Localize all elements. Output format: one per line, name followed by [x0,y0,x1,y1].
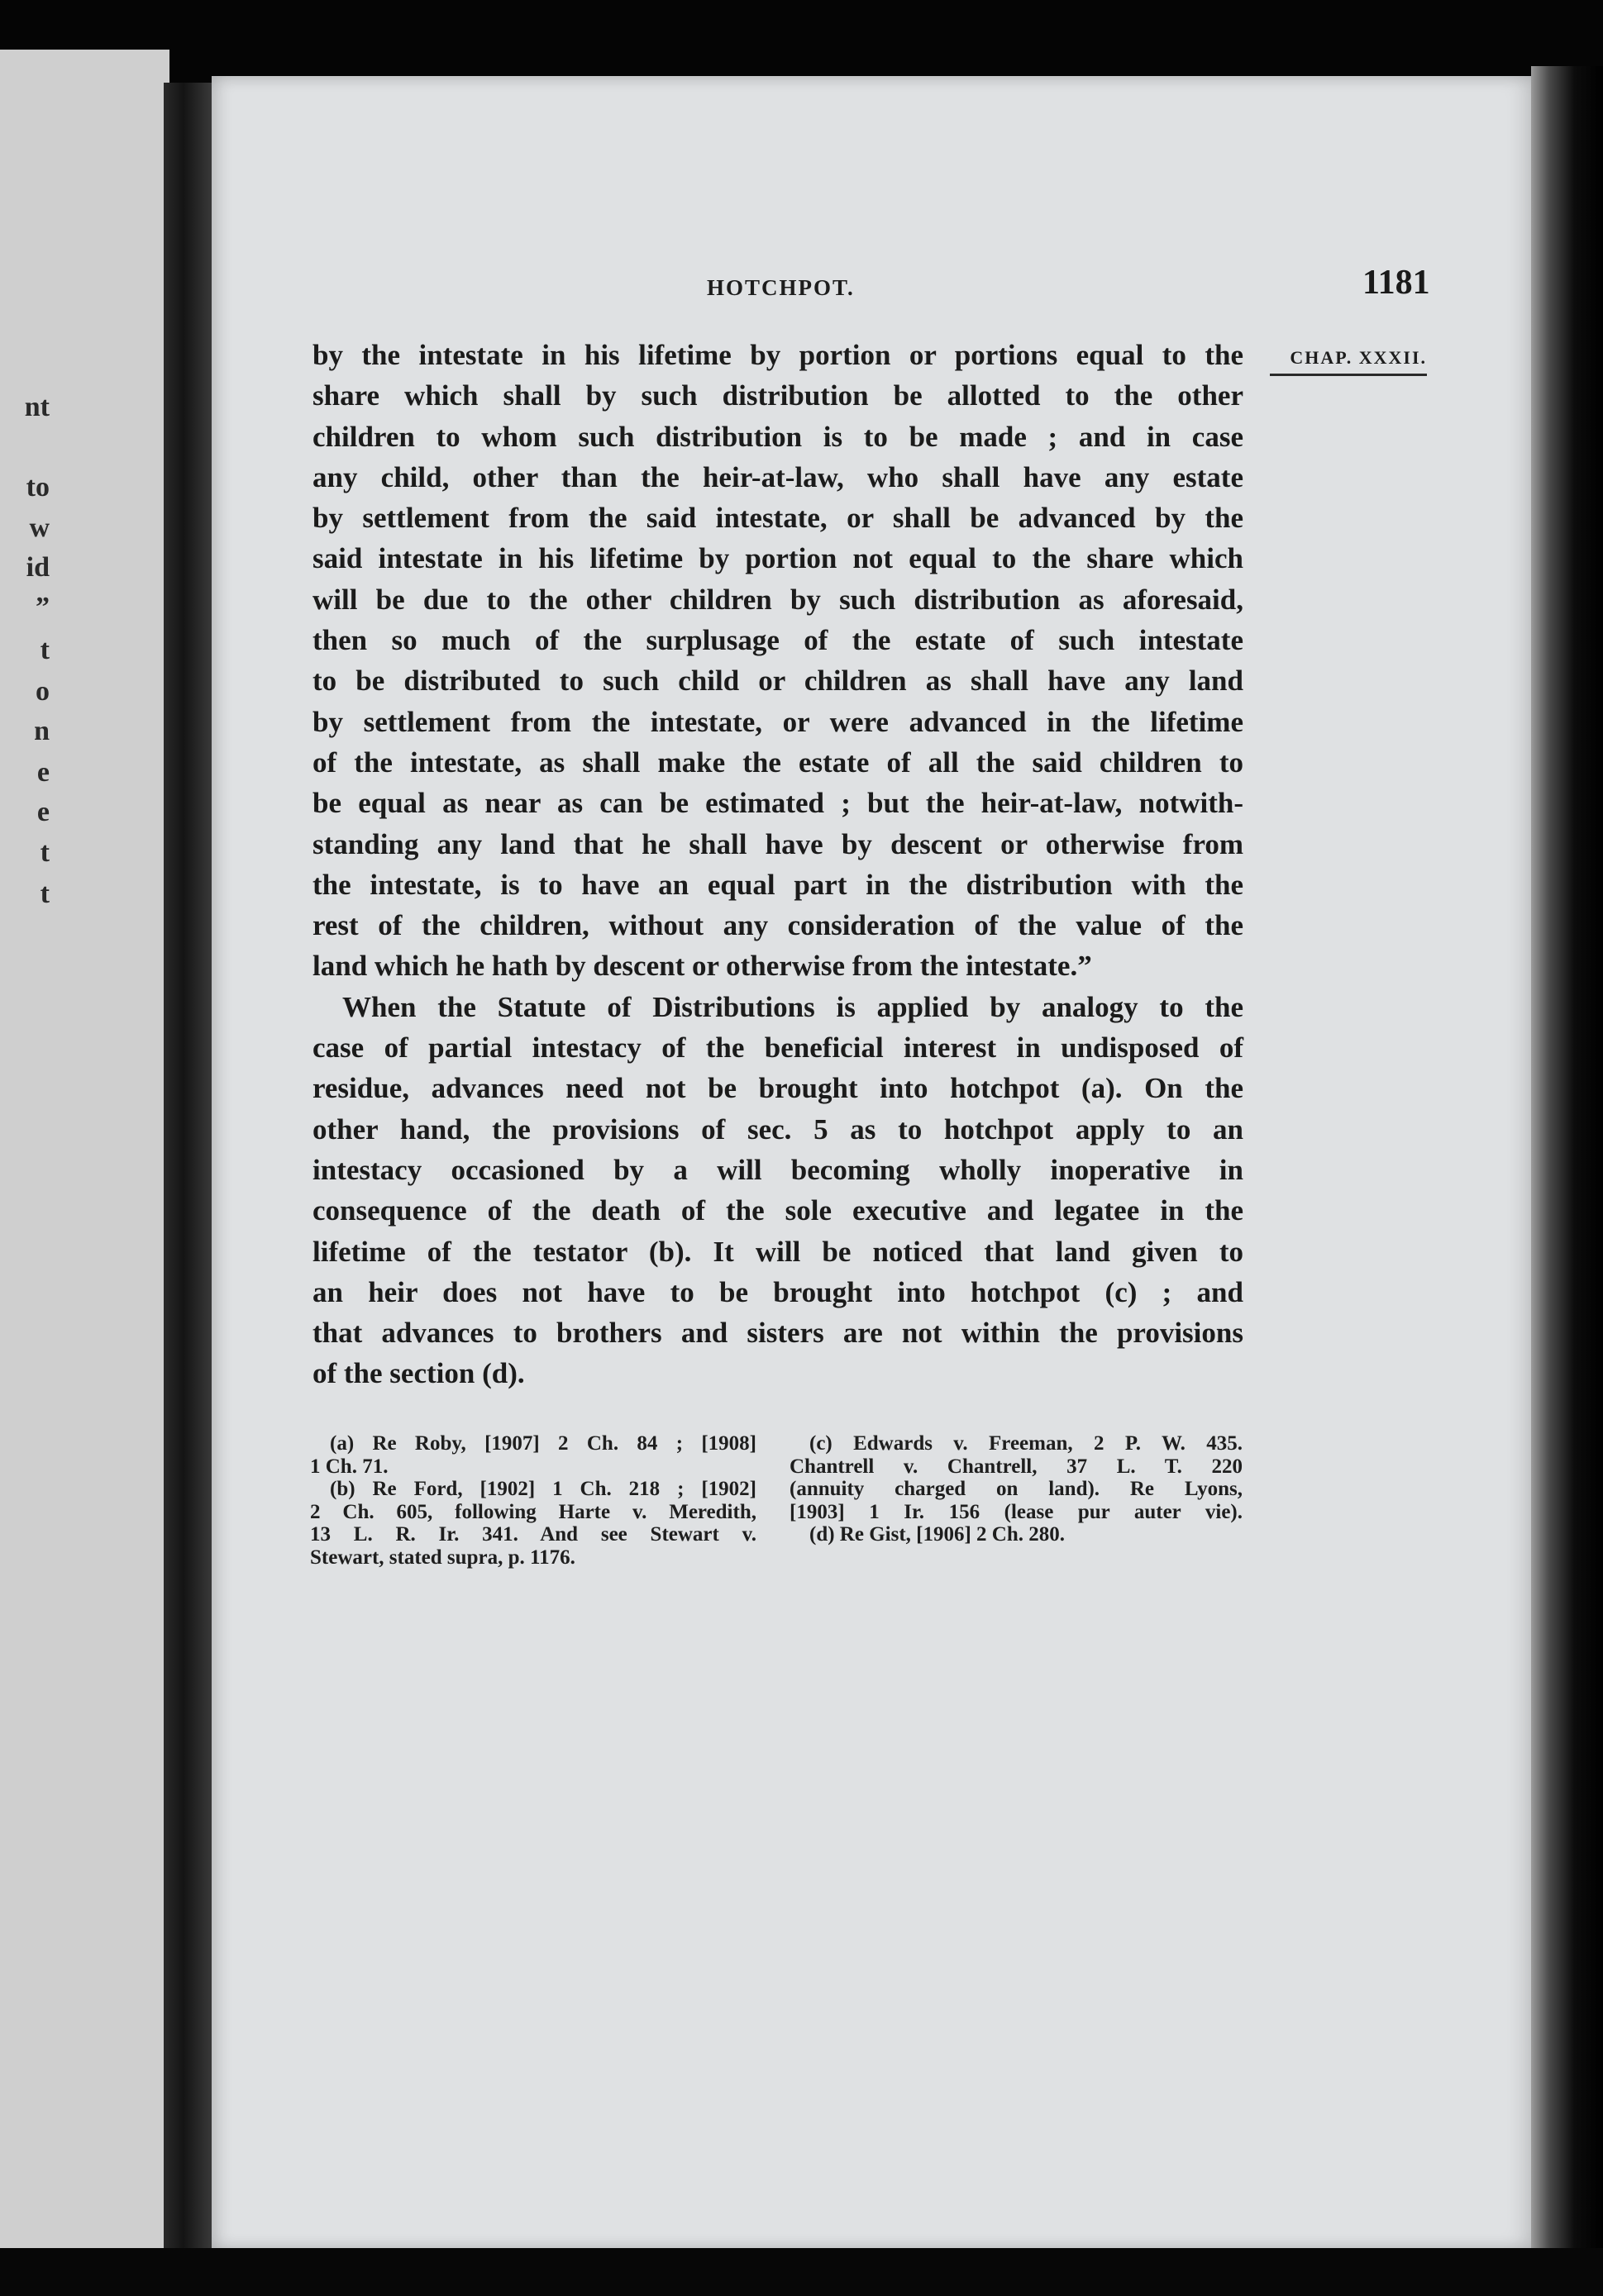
footnote [790,1432,1243,1523]
left-fragment: id [26,552,50,583]
text-line: said intestate in his lifetime by portion not equal to the share which [312,542,1243,575]
left-fragment: t [40,635,50,665]
footnotes-right-column [790,1432,1243,1546]
scan-right-edge [1531,66,1603,2256]
left-fragment: o [36,676,50,707]
text-line: rest of the children, without any consideration of the value of the [312,909,1243,942]
book-gutter [164,83,213,2248]
text-line: standing any land that he shall have by descent or otherwise from [312,827,1243,860]
text-line: then so much of the surplusage of the estate of such intestate [312,624,1243,657]
running-head: HOTCHPOT. [707,275,855,300]
text-line: the intestate, is to have an equal part in the distribution with the [312,868,1243,901]
text-line: of the intestate, as shall make the estate of all the said children to [312,745,1243,779]
footnote-line: (a) Re Roby, [1907] 2 Ch. 84 ; [1908] [330,1432,756,1455]
text-line: to be distributed to such child or children as shall have any land [312,665,1243,698]
left-fragment: w [29,512,50,543]
left-fragment: nt [24,392,50,422]
text-line: share which shall by such distribution be allotted to the other [312,379,1243,412]
footnote-line: 13 L. R. Ir. 341. And see Stewart v. [310,1523,756,1546]
chapter-marginal-label: CHAP. XXXII. [1270,347,1427,376]
text-line: other hand, the provisions of sec. 5 as to hotchpot apply to an [312,1112,1243,1146]
text-line: an heir does not have to be brought into hotchpot (c) ; and [312,1275,1243,1308]
left-fragment: t [40,837,50,868]
footnote-line: 2 Ch. 605, following Harte v. Meredith, [310,1500,756,1523]
text-line: by settlement from the intestate, or were advanced in the lifetime [312,705,1243,738]
text-line: of the section (d). [312,1357,525,1390]
left-fragment: ” [36,592,50,622]
scan-top-border [0,0,1603,87]
text-line: by the intestate in his lifetime by portion or portions equal to the [312,339,1243,371]
footnote [310,1432,756,1478]
page-number: 1181 [1362,264,1430,302]
footnote-line: (c) Edwards v. Freeman, 2 P. W. 435. [809,1432,1243,1455]
text-line: land which he hath by descent or otherwise from the intestate.” [312,950,1092,983]
footnote-line: (annuity charged on land). Re Lyons, [790,1478,1243,1500]
left-fragment: n [34,716,50,746]
previous-page-edge [0,50,169,2256]
left-fragment: e [36,797,50,827]
scan-bottom-border [0,2248,1603,2296]
left-fragment: t [40,879,50,909]
text-line: intestacy occasioned by a will becoming wholly inoperative in [312,1153,1243,1186]
footnote-line: Stewart, stated supra, p. 1176. [310,1546,575,1569]
text-line: case of partial intestacy of the beneficial interest in undisposed of [312,1031,1243,1065]
text-line: When the Statute of Distributions is applied by analogy to the [342,990,1243,1023]
left-fragment: to [26,472,50,503]
main-text [312,335,1243,1394]
footnote-line: 1 Ch. 71. [310,1455,389,1478]
text-line: be equal as near as can be estimated ; but the heir-at-law, notwith- [312,787,1243,820]
footnote-line: (d) Re Gist, [1906] 2 Ch. 280. [809,1523,1066,1546]
text-line: consequence of the death of the sole executive and legatee in the [312,1194,1243,1227]
footnote [790,1523,1243,1546]
footnote-line: [1903] 1 Ir. 156 (lease pur auter vie). [790,1500,1243,1523]
footnotes-left-column [310,1432,756,1569]
text-line: any child, other than the heir-at-law, who shall have any estate [312,460,1243,493]
text-line: by settlement from the said intestate, or shall be advanced by the [312,502,1243,535]
text-line: will be due to the other children by such distribution as aforesaid, [312,583,1243,616]
footnote [310,1478,756,1569]
paragraph-continuation [312,335,1243,987]
footnote-line: (b) Re Ford, [1902] 1 Ch. 218 ; [1902] [330,1478,756,1500]
text-line: lifetime of the testator (b). It will be noticed that land given to [312,1235,1243,1268]
left-fragment: e [36,757,50,788]
paragraph-statute-of-distributions [312,987,1243,1394]
text-line: residue, advances need not be brought into hotchpot (a). On the [312,1072,1243,1105]
text-line: children to whom such distribution is to be made ; and in case [312,420,1243,453]
footnote-line: Chantrell v. Chantrell, 37 L. T. 220 [790,1455,1243,1478]
text-line: that advances to brothers and sisters are not within the provisions [312,1317,1243,1350]
